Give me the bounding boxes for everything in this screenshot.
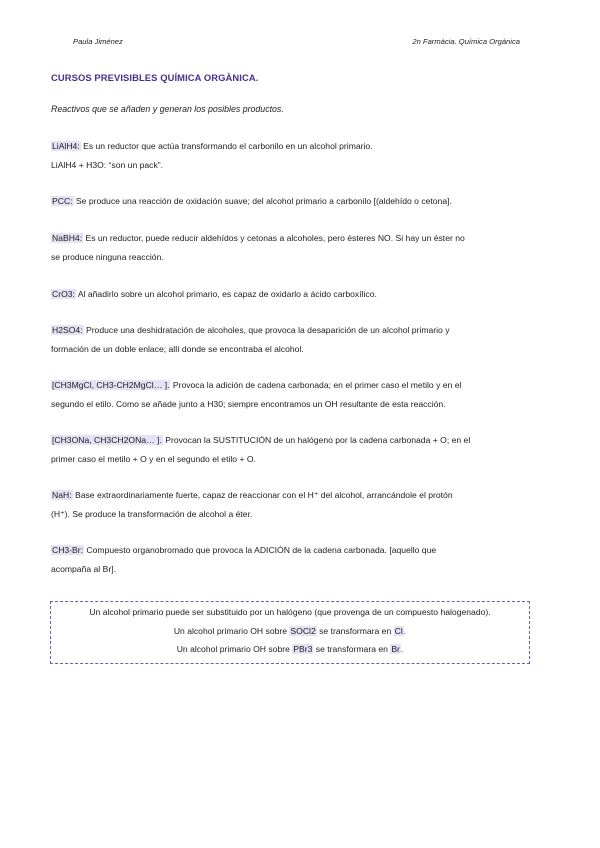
entry-line (51, 137, 531, 156)
entry-text: Compuesto organobromado que provoca la ADICIÓN de la cadena carbonada. [aquello que (84, 545, 437, 555)
entry-text: Produce una deshidratación de alcoholes, que provoca la desaparición de un alcohol primario y (83, 325, 450, 335)
note-text: se transformara en (313, 644, 391, 654)
reagent-label: [CH3ONa, CH3CH2ONa… ]. (52, 435, 162, 445)
note-line: Un alcohol primario puede ser substituido por un halógeno (que provenga de un compuesto halogenado). (89, 607, 491, 617)
entry-line (51, 321, 531, 340)
note-product: Br (391, 644, 400, 654)
entry-text: Provoca la adición de cadena carbonada; en el primer caso el metilo y en el (170, 380, 462, 390)
entry-text: primer caso el metilo + O y en el segundo el etilo + O. (51, 453, 256, 464)
note-line (51, 640, 529, 659)
entry-text: Se produce una reacción de oxidación suave; del alcohol primario a carbonilo [(aldehído o cetona]. (73, 196, 452, 206)
page-subtitle: Reactivos que se añaden y generan los posibles productos. (51, 104, 284, 114)
reagent-label: PCC: (52, 196, 73, 206)
note-text: se transformara en (316, 625, 394, 636)
entry-line (51, 229, 531, 248)
entry-lialh4 (51, 137, 531, 174)
note-text: Un alcohol primario OH sobre (176, 644, 293, 654)
entry-line (51, 285, 531, 304)
entry-line (51, 192, 531, 211)
note-text: . (403, 625, 407, 636)
entry-text: Provocan la SUSTITUCIÓN de un halógeno por la cadena carbonada + O; en el (162, 435, 471, 445)
entry-grignard (51, 376, 531, 413)
entry-alkoxides (51, 431, 531, 468)
header-author: Paula Jiménez (73, 37, 123, 46)
note-text: . (400, 644, 404, 654)
header-course: 2n Farmàcia. Química Orgànica (412, 37, 520, 46)
reagent-label: NaBH4: (52, 233, 83, 243)
reagent-label: CH3-Br: (52, 545, 84, 555)
entry-text: se produce ninguna reacción. (51, 251, 164, 262)
reagent-label: LiAlH4: (52, 141, 80, 151)
entry-line (51, 541, 531, 560)
note-reagent: PBr3 (293, 644, 313, 654)
entry-cro3 (51, 285, 531, 304)
entry-nabh4 (51, 229, 531, 266)
reagent-label: H2SO4: (52, 325, 83, 335)
reagent-label: [CH3MgCl, CH3-CH2MgCl… ]. (52, 380, 170, 390)
entry-text: Al añadirlo sobre un alcohol primario, es capaz de oxidarlo a ácido carboxílico. (75, 289, 377, 299)
reagent-label: CrO3: (52, 289, 75, 299)
entry-text: LiAlH4 + H3O: “son un pack”. (51, 159, 164, 170)
note-line (51, 622, 529, 641)
entry-text: segundo el etilo. Como se añade junto a H30; siempre encontramos un OH resultante de esta reacción. (51, 398, 446, 409)
entry-text: (H⁺). Se produce la transformación de alcohol a éter. (51, 508, 253, 519)
reagent-label: NaH: (52, 490, 72, 500)
entry-text: acompaña al Br]. (51, 563, 116, 574)
entry-line (51, 431, 531, 450)
entry-text: formación de un doble enlace; allí donde se encontraba el alcohol. (51, 343, 304, 354)
entry-nah (51, 486, 531, 523)
page-title: CURSOS PREVISIBLES QUÍMICA ORGÀNICA. (51, 72, 259, 83)
note-text: Un alcohol primario OH sobre (173, 625, 290, 636)
entry-text: Base extraordinariamente fuerte, capaz de reaccionar con el H⁺ del alcohol, arrancándole el protón (72, 490, 453, 500)
entry-h2so4 (51, 321, 531, 358)
entry-pcc (51, 192, 531, 211)
note-box (50, 601, 530, 664)
entry-line (51, 486, 531, 505)
note-product: Cl (394, 625, 403, 636)
entry-line (51, 376, 531, 395)
entry-text: Es un reductor, puede reducir aldehídos y cetonas a alcoholes, pero ésteres NO. Si hay un éster no (83, 233, 465, 243)
entry-ch3br (51, 541, 531, 578)
note-reagent: SOCl2 (290, 625, 316, 636)
entry-text: Es un reductor que actúa transformando el carbonilo en un alcohol primario. (80, 141, 373, 151)
